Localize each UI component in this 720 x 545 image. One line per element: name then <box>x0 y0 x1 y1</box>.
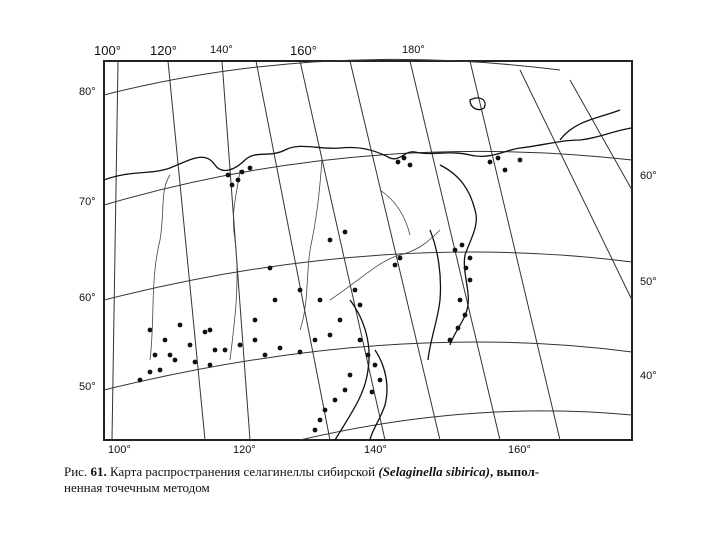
occurrence-point <box>398 256 403 261</box>
occurrence-point <box>263 353 268 358</box>
occurrence-point <box>503 168 508 173</box>
occurrence-point <box>458 298 463 303</box>
top-lon-label-120: 120° <box>150 43 177 58</box>
coastlines <box>104 98 632 440</box>
left-lat-label-60: 60° <box>79 292 96 304</box>
left-lat-label-70: 70° <box>79 196 96 208</box>
occurrence-point <box>313 338 318 343</box>
latitude-70-line <box>104 151 632 205</box>
occurrence-point <box>226 173 231 178</box>
occurrence-point <box>173 358 178 363</box>
top-lon-label-140: 140° <box>210 44 233 56</box>
occurrence-point <box>343 230 348 235</box>
occurrence-point <box>393 263 398 268</box>
occurrence-point <box>464 266 469 271</box>
occurrence-point <box>168 353 173 358</box>
occurrence-point <box>358 338 363 343</box>
top-lon-label-180: 180° <box>402 44 425 56</box>
river-1 <box>150 175 170 360</box>
meridian-140 <box>300 61 385 440</box>
occurrence-point <box>178 323 183 328</box>
occurrence-point <box>402 156 407 161</box>
occurrence-point <box>230 183 235 188</box>
figure-caption <box>64 464 684 496</box>
occurrence-point <box>148 328 153 333</box>
occurrence-point <box>343 388 348 393</box>
right-lat-label-40: 40° <box>640 370 657 382</box>
caption-text-2: , выпол- <box>489 464 540 479</box>
japan-coast <box>370 350 387 440</box>
graticule <box>104 59 632 440</box>
caption-text-1: Карта распространения селагинеллы сибирской <box>109 464 376 479</box>
occurrence-point <box>468 278 473 283</box>
occurrence-point <box>278 346 283 351</box>
meridian-150 <box>350 61 440 440</box>
meridian-180 <box>520 70 632 300</box>
caption-line-1 <box>64 464 684 480</box>
right-lat-label-60: 60° <box>640 170 657 182</box>
occurrence-point <box>333 398 338 403</box>
left-lat-label-50: 50° <box>79 381 96 393</box>
occurrence-point <box>366 353 371 358</box>
occurrence-point <box>348 373 353 378</box>
occurrence-point <box>238 343 243 348</box>
occurrence-point <box>468 256 473 261</box>
latitude-80-line <box>104 59 560 95</box>
occurrence-point <box>518 158 523 163</box>
occurrence-point <box>203 330 208 335</box>
top-lon-label-160: 160° <box>290 43 317 58</box>
latitude-60-line <box>104 252 632 300</box>
occurrence-point <box>158 368 163 373</box>
occurrence-point <box>456 326 461 331</box>
river-4 <box>330 230 440 300</box>
occurrence-point <box>240 170 245 175</box>
occurrence-point <box>378 378 383 383</box>
occurrence-point <box>373 363 378 368</box>
occurrence-point <box>248 166 253 171</box>
occurrence-point <box>328 238 333 243</box>
river-2 <box>230 170 240 360</box>
caption-figure-number: 61. <box>90 464 107 479</box>
occurrence-point <box>236 178 241 183</box>
occurrence-point <box>463 313 468 318</box>
meridian-130 <box>256 61 330 440</box>
occurrence-point <box>408 163 413 168</box>
bottom-lon-label-140: 140° <box>364 444 387 456</box>
occurrence-point <box>453 248 458 253</box>
occurrence-point <box>318 418 323 423</box>
occurrence-point <box>153 353 158 358</box>
occurrence-point <box>193 360 198 365</box>
occurrence-point <box>323 408 328 413</box>
occurrence-point <box>448 338 453 343</box>
occurrence-points <box>138 156 523 433</box>
occurrence-point <box>138 378 143 383</box>
caption-line-2: ненная точечным методом <box>64 480 210 495</box>
occurrence-point <box>488 160 493 165</box>
meridian-190 <box>570 80 632 190</box>
caption-latin-name: (Selaginella sibirica) <box>378 464 490 479</box>
wrangel-island <box>470 98 485 110</box>
meridian-170 <box>470 61 560 440</box>
left-lat-label-80: 80° <box>79 86 96 98</box>
occurrence-point <box>268 266 273 271</box>
occurrence-point <box>148 370 153 375</box>
bottom-lon-label-100: 100° <box>108 444 131 456</box>
bottom-lon-label-160: 160° <box>508 444 531 456</box>
occurrence-point <box>188 343 193 348</box>
occurrence-point <box>298 350 303 355</box>
occurrence-point <box>358 303 363 308</box>
bottom-lon-label-120: 120° <box>233 444 256 456</box>
occurrence-point <box>328 333 333 338</box>
occurrence-point <box>208 363 213 368</box>
top-lon-label-100: 100° <box>94 43 121 58</box>
occurrence-point <box>460 243 465 248</box>
caption-prefix: Рис. <box>64 464 88 479</box>
occurrence-point <box>213 348 218 353</box>
occurrence-point <box>298 288 303 293</box>
okhotsk-coast <box>428 230 441 360</box>
occurrence-point <box>338 318 343 323</box>
occurrence-point <box>273 298 278 303</box>
occurrence-point <box>163 338 168 343</box>
occurrence-point <box>253 338 258 343</box>
occurrence-point <box>353 288 358 293</box>
occurrence-point <box>253 318 258 323</box>
meridian-100 <box>112 61 118 440</box>
occurrence-point <box>496 156 501 161</box>
occurrence-point <box>313 428 318 433</box>
occurrence-point <box>223 348 228 353</box>
right-lat-label-50: 50° <box>640 276 657 288</box>
occurrence-point <box>396 160 401 165</box>
map-frame <box>104 61 632 440</box>
occurrence-point <box>318 298 323 303</box>
river-5 <box>380 190 410 235</box>
occurrence-point <box>370 390 375 395</box>
meridian-120a <box>168 61 205 440</box>
occurrence-point <box>208 328 213 333</box>
